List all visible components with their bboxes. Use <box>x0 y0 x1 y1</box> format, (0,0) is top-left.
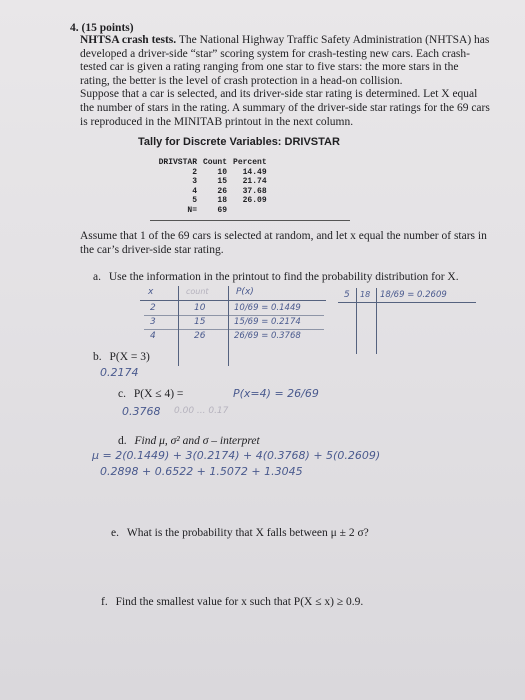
handwritten-prob-table <box>140 286 328 366</box>
part-d-work-line-2: 0.2898 + 0.6522 + 1.5072 + 1.3045 <box>100 465 303 478</box>
table-cell: 18 <box>360 290 371 299</box>
divider <box>150 220 350 221</box>
part-b-label: b. <box>93 351 102 363</box>
question-text-1: The National Highway Traffic Safety Administration (NHTSA) has developed a driver-side “star” scoring system for crash-testing new cars. Each crash-tested car is given a rating ranging from one star to five stars: the more stars in the rating, the better is the level of crash protection in a head-on collision. <box>80 34 490 87</box>
part-c-faint-note: 0.00 ... 0.17 <box>174 406 229 416</box>
part-a-text: Use the information in the printout to find the probability distribution for X. <box>108 271 459 283</box>
table-header-x: x <box>148 287 154 297</box>
tally-cell: 18 <box>217 196 228 206</box>
question-body <box>80 34 490 129</box>
question-paragraph-1 <box>80 34 490 88</box>
handwritten-side-table <box>338 288 478 356</box>
tally-header: DRIVSTAR <box>158 158 197 167</box>
table-cell: 10 <box>194 303 206 313</box>
part-f-label: f. <box>101 596 108 608</box>
part-e-label: e. <box>111 527 119 539</box>
table-cell: 15/69 = 0.2174 <box>234 317 301 327</box>
tally-cell: 37.68 <box>242 186 267 196</box>
tally-cell: 4 <box>192 186 197 196</box>
tally-cell: 5 <box>192 196 197 206</box>
part-c-answer: 0.3768 <box>122 405 161 418</box>
part-c-label: c. <box>118 388 126 400</box>
part-d <box>118 435 260 447</box>
question-points: (15 points) <box>81 22 134 34</box>
table-cell: 26/69 = 0.3768 <box>234 331 301 341</box>
tally-cell: 26.09 <box>242 196 267 206</box>
tally-title: Tally for Discrete Variables: DRIVSTAR <box>138 136 340 148</box>
part-c-text: P(X ≤ 4) = <box>133 388 184 400</box>
part-e <box>111 527 369 539</box>
table-cell: 2 <box>150 303 156 313</box>
tally-total-row <box>150 206 270 216</box>
tally-table <box>150 158 270 216</box>
table-cell: 5 <box>344 290 350 300</box>
part-d-work-line-1: μ = 2(0.1449) + 3(0.2174) + 4(0.3768) + 5(0.2609) <box>92 449 381 462</box>
assume-text: Assume that 1 of the 69 cars is selected at random, and let x equal the number of stars in the car’s driver-side star rating. <box>80 230 487 256</box>
tally-cell: 15 <box>217 177 228 187</box>
part-f <box>101 596 363 608</box>
tally-cell: 26 <box>217 186 228 196</box>
part-a <box>93 271 459 283</box>
tally-cell: 14.49 <box>242 167 267 177</box>
table-cell: 3 <box>150 317 156 327</box>
tally-cell: 2 <box>192 167 197 177</box>
part-a-label: a. <box>93 271 101 283</box>
question-text-2: Suppose that a car is selected, and its driver-side star rating is determined. Let X equal the number of stars in the rating. A summary of the driver-side star ratings for the 69 cars is reproduced in the MINITAB printout in the next column. <box>80 88 490 128</box>
question-number: 4. <box>70 22 79 34</box>
table-cell: 15 <box>194 317 206 327</box>
table-cell: 4 <box>150 331 156 341</box>
tally-row <box>150 168 270 178</box>
table-cell: 26 <box>194 331 206 341</box>
tally-header: Count <box>203 158 228 167</box>
tally-row <box>150 177 270 187</box>
table-cell: 18/69 = 0.2609 <box>380 290 447 300</box>
tally-total-label: N= <box>187 205 197 215</box>
tally-cell: 10 <box>217 167 228 177</box>
tally-row <box>150 196 270 206</box>
part-e-text: What is the probability that X falls between μ ± 2 σ? <box>126 527 369 539</box>
table-header-count: count <box>186 287 209 296</box>
tally-header-row <box>150 158 270 168</box>
tally-total: 69 <box>217 205 228 215</box>
part-c-work: P(x=4) = 26/69 <box>233 387 319 400</box>
part-d-label: d. <box>118 435 127 447</box>
part-c <box>118 388 183 400</box>
tally-cell: 3 <box>192 177 197 187</box>
question-header <box>70 22 134 34</box>
part-b-answer: 0.2174 <box>100 366 139 379</box>
table-header-px: P(x) <box>236 287 254 297</box>
part-b <box>93 351 150 363</box>
tally-header: Percent <box>233 158 267 167</box>
question-title: NHTSA crash tests. <box>80 34 177 46</box>
tally-row <box>150 187 270 197</box>
part-d-text: Find μ, σ² and σ – interpret <box>134 435 260 447</box>
tally-cell: 21.74 <box>242 177 267 187</box>
part-f-text: Find the smallest value for x such that P(X ≤ x) ≥ 0.9. <box>115 596 364 608</box>
part-b-text: P(X = 3) <box>109 351 150 363</box>
table-cell: 10/69 = 0.1449 <box>234 303 301 313</box>
